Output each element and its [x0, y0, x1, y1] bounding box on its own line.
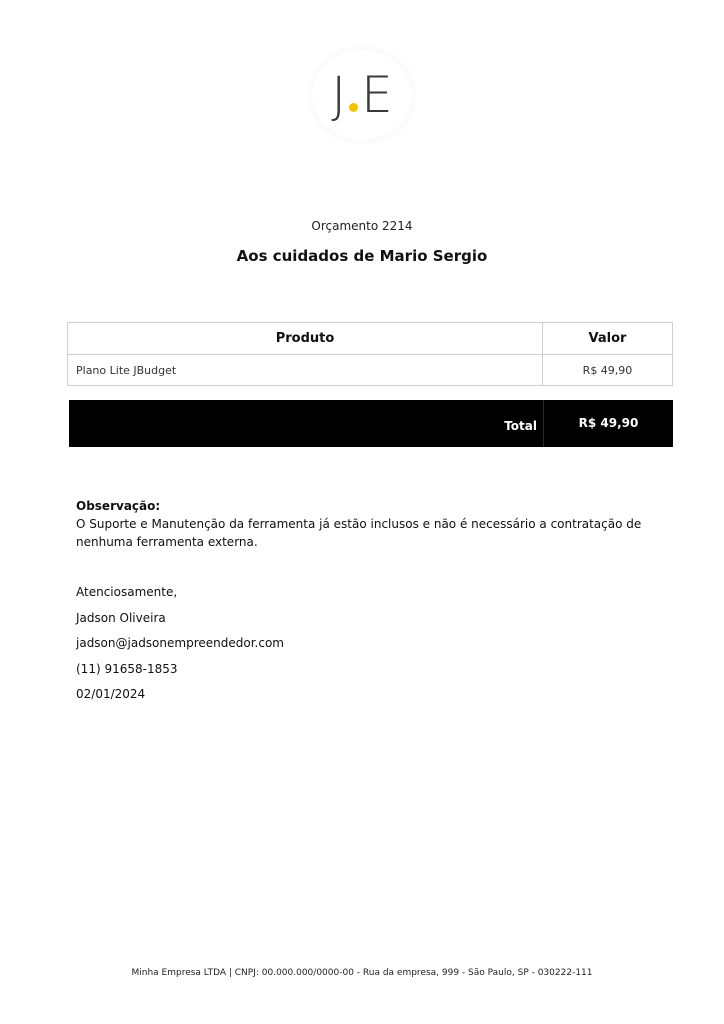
column-header-product: Produto: [68, 323, 543, 355]
column-header-value: Valor: [543, 323, 673, 355]
recipient-heading: Aos cuidados de Mario Sergio: [236, 247, 488, 265]
notes-text: O Suporte e Manutenção da ferramenta já estão inclusos e não é necessário a contratação de nenhuma ferramenta externa.: [76, 517, 642, 549]
signature-date: 02/01/2024: [76, 687, 146, 701]
notes-title: Observação:: [76, 499, 161, 513]
notes-section: [76, 497, 676, 551]
product-name-cell: Plano Lite JBudget: [68, 355, 543, 386]
signature-block: [76, 583, 284, 711]
signature-closing: Atenciosamente,: [76, 585, 178, 599]
logo-monogram: [331, 66, 393, 124]
company-footer: Minha Empresa LTDA | CNPJ: 00.000.000/0000-00 - Rua da empresa, 999 - São Paulo, SP - 030222-111: [131, 968, 593, 978]
signature-name: Jadson Oliveira: [76, 610, 166, 625]
signature-email: jadson@jadsonempreendedor.com: [76, 636, 284, 650]
logo-letter-j: J: [331, 66, 347, 124]
total-bar: [69, 400, 673, 447]
total-value: R$ 49,90: [578, 416, 639, 430]
total-label: Total: [504, 419, 537, 433]
products-table: [67, 322, 673, 386]
table-header-row: [68, 323, 673, 355]
signature-phone: (11) 91658-1853: [76, 661, 178, 676]
table-row: [68, 355, 673, 386]
quote-number: Orçamento 2214: [311, 219, 413, 233]
logo-dot-icon: [349, 103, 358, 112]
product-value-cell: R$ 49,90: [543, 355, 673, 386]
logo-letter-e: E: [361, 66, 393, 124]
company-logo: [312, 50, 412, 140]
